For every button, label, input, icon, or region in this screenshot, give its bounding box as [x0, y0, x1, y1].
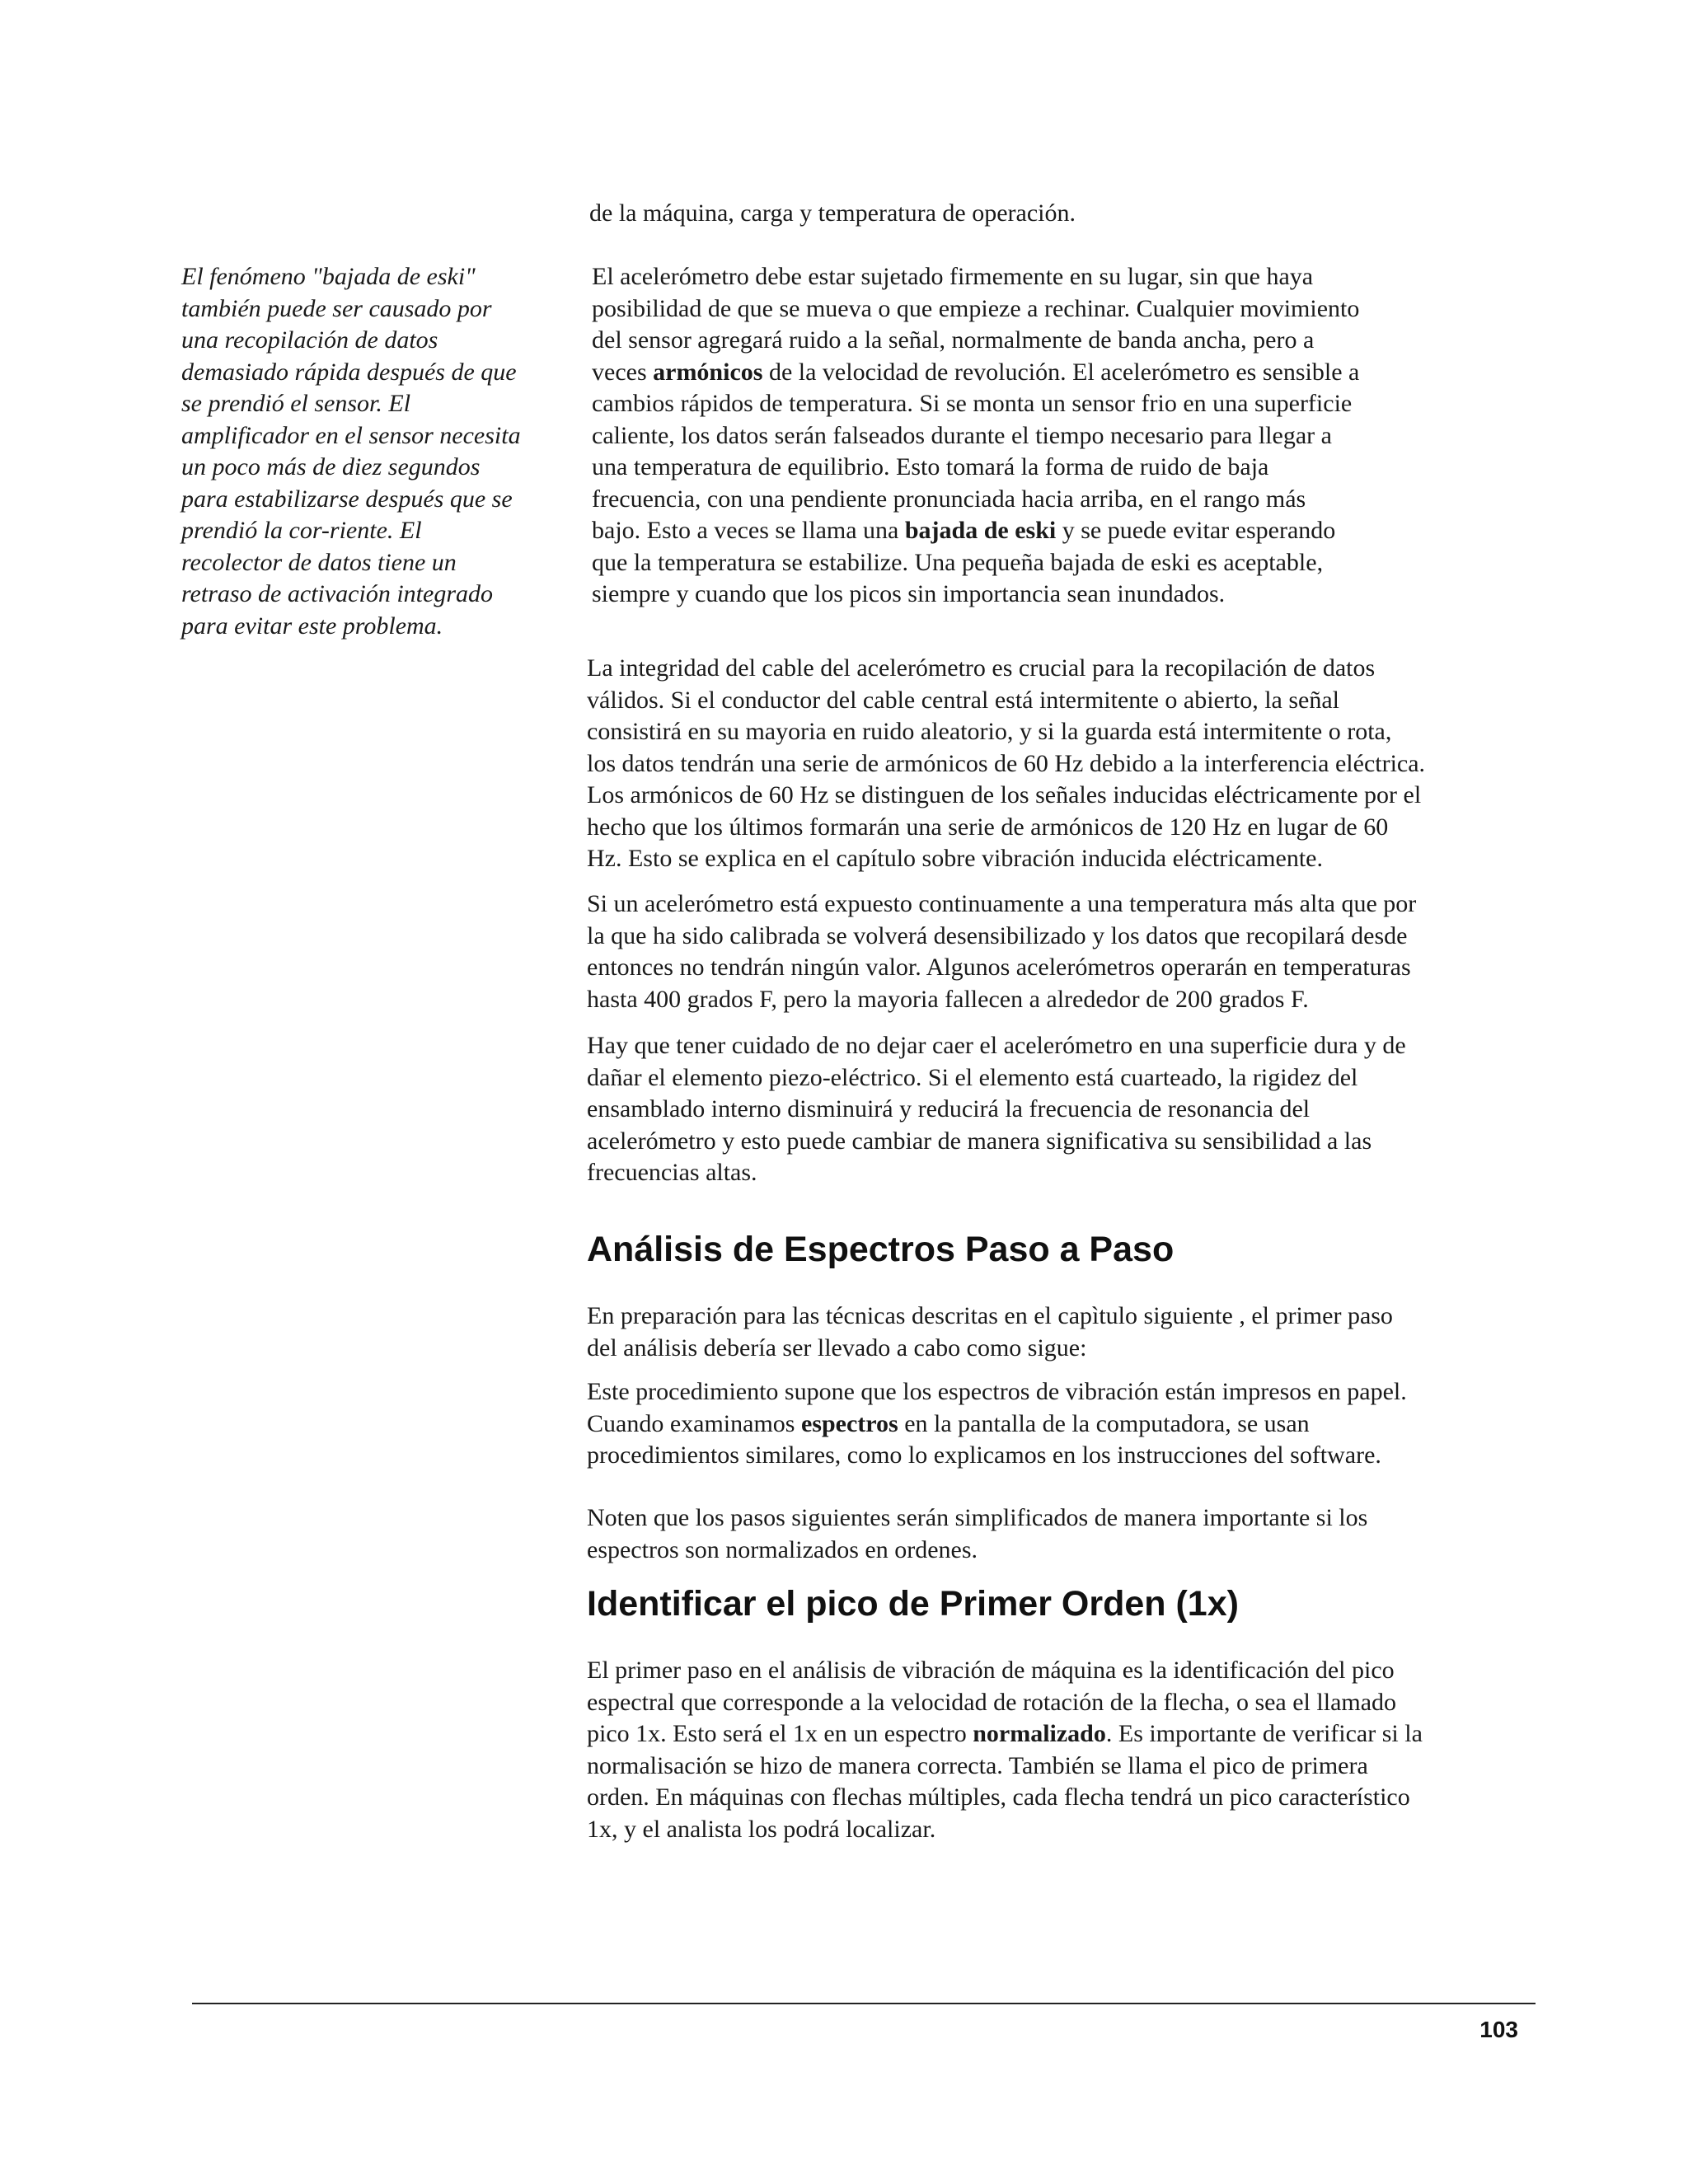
paragraph-temperature [587, 888, 1416, 1015]
sidebar-line: demasiado rápida después de que [181, 358, 517, 386]
text-line: de la máquina, carga y temperatura de operación. [589, 199, 1076, 227]
text-line: hasta 400 grados F, pero la mayoria fallecen a alrededor de 200 grados F. [587, 985, 1309, 1013]
sidebar-line: una recopilación de datos [181, 326, 438, 354]
bold-term-normalizado: normalizado [973, 1720, 1106, 1747]
paragraph-preparation [587, 1301, 1393, 1364]
text-line: entonces no tendrán ningún valor. Algunos acelerómetros operarán en temperaturas [587, 954, 1411, 981]
text-line: Noten que los pasos siguientes serán simplificados de manera importante si los [587, 1504, 1368, 1531]
page-number: 103 [1479, 2017, 1518, 2042]
paragraph-normalized-note [587, 1502, 1367, 1566]
text-line: una temperatura de equilibrio. Esto tomará la forma de ruido de baja [592, 453, 1269, 480]
text-line: del sensor agregará ruido a la señal, normalmente de banda ancha, pero a [592, 326, 1315, 354]
text-run: en la pantalla de la computadora, se usan [898, 1409, 1310, 1437]
text-line: Los armónicos de 60 Hz se distinguen de los señales inducidas eléctricamente por el [587, 781, 1422, 808]
text-line: caliente, los datos serán falseados durante el tiempo necesario para llegar a [592, 421, 1332, 449]
text-run: veces [592, 358, 654, 386]
text-line: válidos. Si el conductor del cable central está intermitente o abierto, la señal [587, 686, 1339, 714]
text-line: acelerómetro y esto puede cambiar de manera significativa su sensibilidad a las [587, 1127, 1372, 1155]
text-line: consistirá en su mayoria en ruido aleatorio, y si la guarda está intermitente o rota, [587, 718, 1392, 745]
sidebar-line: prendió la cor-riente. El [181, 517, 422, 544]
text-line: Si un acelerómetro está expuesto continuamente a una temperatura más alta que por [587, 890, 1417, 917]
text-line: normalisación se hizo de manera correcta. También se llama el pico de primera [587, 1751, 1368, 1779]
text-run: bajo. Esto a veces se llama una [592, 517, 905, 544]
sidebar-note [181, 261, 521, 642]
text-line [592, 357, 1359, 389]
text-line [592, 515, 1359, 547]
paragraph-handling [587, 1030, 1406, 1189]
sidebar-line: un poco más de diez segundos [181, 453, 481, 480]
section-heading-analisis: Análisis de Espectros Paso a Paso [587, 1230, 1175, 1269]
text-line: dañar el elemento piezo-eléctrico. Si el elemento está cuarteado, la rigidez del [587, 1063, 1358, 1091]
footer-divider [192, 2003, 1536, 2004]
text-line: Hz. Esto se explica en el capítulo sobre vibración inducida eléctricamente. [587, 845, 1323, 872]
text-line: del análisis debería ser llevado a cabo como sigue: [587, 1333, 1087, 1361]
text-line: El primer paso en el análisis de vibración de máquina es la identificación del pico [587, 1657, 1395, 1684]
text-line: 1x, y el analista los podrá localizar. [587, 1815, 936, 1843]
sidebar-line: El fenómeno "bajada de eski" [181, 263, 476, 290]
text-line: hecho que los últimos formarán una serie de armónicos de 120 Hz en lugar de 60 [587, 813, 1389, 841]
sidebar-line: amplificador en el sensor necesita [181, 421, 521, 449]
text-line: En preparación para las técnicas descritas en el capìtulo siguiente , el primer paso [587, 1302, 1393, 1329]
text-line: ensamblado interno disminuirá y reducirá la frecuencia de resonancia del [587, 1095, 1311, 1122]
sidebar-line: se prendió el sensor. El [181, 390, 411, 417]
text-run: pico 1x. Esto será el 1x en un espectro [587, 1720, 973, 1747]
text-line: La integridad del cable del acelerómetro es crucial para la recopilación de datos [587, 654, 1376, 682]
paragraph-mounting [592, 261, 1359, 611]
sidebar-line: para evitar este problema. [181, 612, 443, 640]
sidebar-line: para estabilizarse después que se [181, 485, 513, 513]
text-line: que la temperatura se estabilize. Una pequeña bajada de eski es aceptable, [592, 548, 1324, 576]
text-line: la que ha sido calibrada se volverá desensibilizado y los datos que recopilará desde [587, 921, 1408, 949]
text-line: Hay que tener cuidado de no dejar caer el acelerómetro en una superficie dura y de [587, 1032, 1406, 1059]
bold-term-espectros: espectros [800, 1409, 898, 1437]
sidebar-line: también puede ser causado por [181, 294, 492, 322]
text-line: cambios rápidos de temperatura. Si se monta un sensor frio en una superficie [592, 390, 1353, 417]
text-line: frecuencia, con una pendiente pronunciada hacia arriba, en el rango más [592, 485, 1306, 513]
text-line: procedimientos similares, como lo explicamos en los instrucciones del software. [587, 1441, 1381, 1469]
intro-line [589, 198, 1076, 230]
text-line: siempre y cuando que los picos sin importancia sean inundados. [592, 580, 1226, 607]
text-line: frecuencias altas. [587, 1159, 757, 1186]
text-line: posibilidad de que se mueva o que empieze a rechinar. Cualquier movimiento [592, 294, 1360, 322]
bold-term-armonicos: armónicos [653, 358, 763, 386]
paragraph-procedure [587, 1376, 1407, 1472]
text-line [587, 1718, 1423, 1750]
text-run: de la velocidad de revolución. El acelerómetro es sensible a [762, 358, 1360, 386]
text-line: espectral que corresponde a la velocidad de rotación de la flecha, o sea el llamado [587, 1688, 1397, 1716]
section-heading-identificar: Identificar el pico de Primer Orden (1x) [587, 1584, 1239, 1624]
text-run: Cuando examinamos [587, 1409, 801, 1437]
text-run: . Es importante de verificar si la [1105, 1720, 1423, 1747]
text-line: orden. En máquinas con flechas múltiples, cada flecha tendrá un pico característico [587, 1783, 1410, 1811]
text-line: los datos tendrán una serie de armónicos de 60 Hz debido a la interferencia eléctrica. [587, 749, 1426, 777]
sidebar-line: recolector de datos tiene un [181, 548, 457, 576]
bold-term-bajada-de-eski: bajada de eski [904, 517, 1057, 544]
text-line: El acelerómetro debe estar sujetado firmemente en su lugar, sin que haya [592, 263, 1314, 290]
paragraph-first-order [587, 1655, 1423, 1845]
text-line [587, 1408, 1407, 1441]
sidebar-line: retraso de activación integrado [181, 580, 493, 607]
text-run: y se puede evitar esperando [1056, 517, 1336, 544]
text-line: Este procedimiento supone que los espectros de vibración están impresos en papel. [587, 1378, 1407, 1405]
text-line: espectros son normalizados en ordenes. [587, 1535, 978, 1563]
paragraph-cable-integrity [587, 653, 1425, 875]
